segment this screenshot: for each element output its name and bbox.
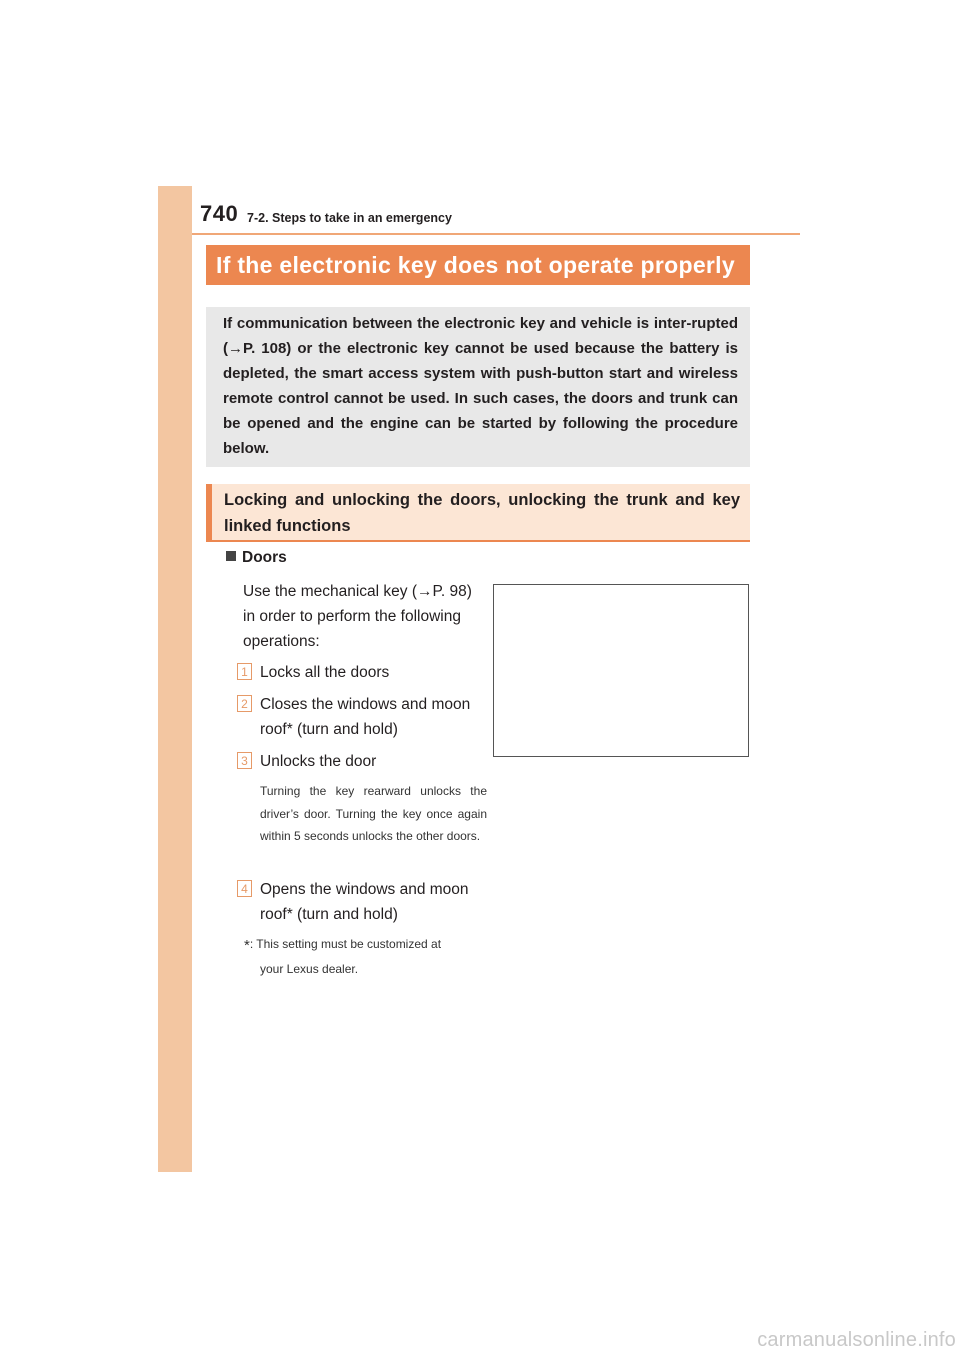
square-bullet-icon bbox=[226, 551, 236, 561]
doors-heading bbox=[226, 549, 287, 567]
step-number-badge: 3 bbox=[237, 752, 252, 769]
step-text: Opens the windows and moon roof* (turn and hold) bbox=[260, 881, 469, 923]
step-text: Closes the windows and moon roof* (turn and hold) bbox=[260, 696, 471, 738]
step-number-badge: 2 bbox=[237, 695, 252, 712]
subsection-heading: Locking and unlocking the doors, unlocking the trunk and key linked functions bbox=[224, 491, 740, 535]
footnote-text: : This setting must be customized at bbox=[249, 937, 442, 951]
subsection-heading-box bbox=[206, 484, 750, 542]
title-bar bbox=[206, 245, 750, 285]
step-2 bbox=[237, 692, 487, 742]
page-title: If the electronic key does not operate properly bbox=[216, 252, 735, 278]
step-3 bbox=[237, 749, 487, 848]
illustration-placeholder bbox=[493, 584, 749, 757]
intro-text: If communication between the electronic key and vehicle is inter-rupted (→P. 108) or the electronic key cannot be used because the battery is depleted, the smart access system with push-button start and wireless remote control cannot be used. In such cases, the doors and trunk can be opened and the engine can be started by following the procedure below. bbox=[223, 315, 738, 457]
step-text: Unlocks the door bbox=[260, 753, 377, 770]
step-4 bbox=[237, 877, 487, 927]
step-number-badge: 1 bbox=[237, 663, 252, 680]
chapter-side-band bbox=[158, 186, 192, 1172]
doors-body bbox=[243, 579, 483, 654]
step-1 bbox=[237, 660, 487, 685]
footnote-text-continued: your Lexus dealer. bbox=[260, 961, 359, 976]
footnote-mark: * bbox=[244, 937, 250, 954]
doors-body-text: Use the mechanical key (→P. 98) in order to perform the following operations: bbox=[243, 583, 472, 650]
watermark: carmanualsonline.info bbox=[757, 1329, 956, 1351]
header-divider bbox=[192, 233, 800, 235]
page-number: 740 bbox=[200, 201, 239, 226]
doors-heading-label: Doors bbox=[242, 549, 287, 566]
section-label: 7-2. Steps to take in an emergency bbox=[247, 211, 452, 225]
step-number-badge: 4 bbox=[237, 880, 252, 897]
step-note: Turning the key rearward unlocks the driver’s door. Turning the key once again within 5 seconds unlocks the other doors. bbox=[260, 784, 487, 843]
step-text: Locks all the doors bbox=[260, 664, 390, 681]
footnote bbox=[244, 933, 482, 980]
intro-box bbox=[206, 307, 750, 467]
